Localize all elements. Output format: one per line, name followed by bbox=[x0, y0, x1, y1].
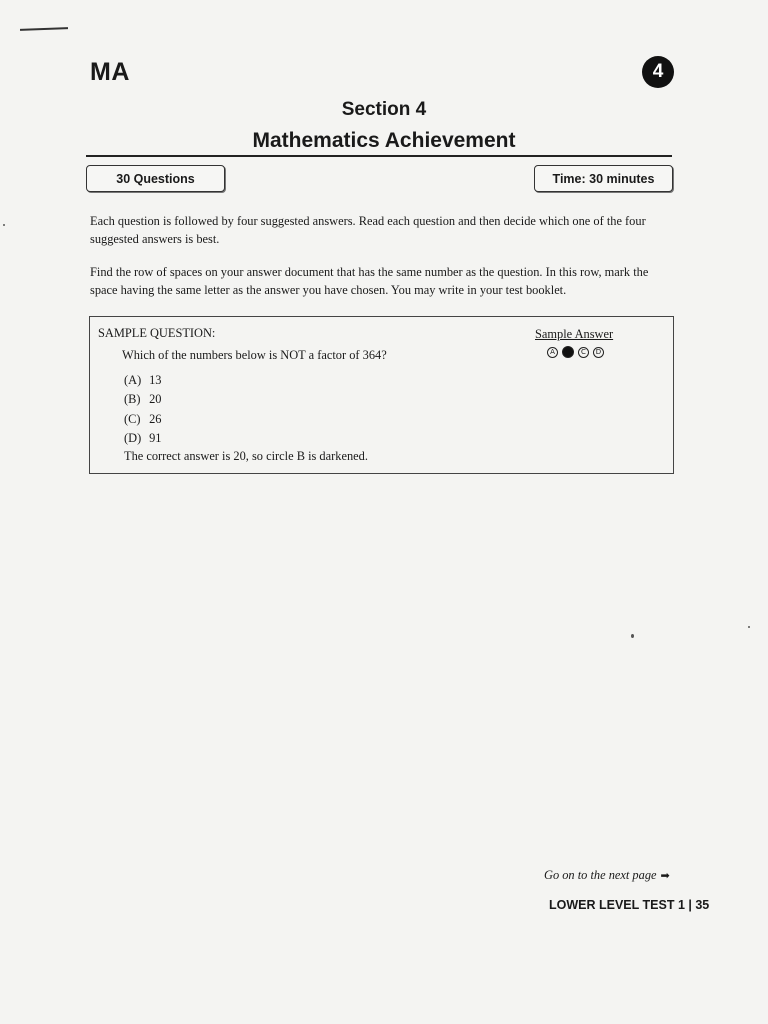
sample-explanation: The correct answer is 20, so circle B is darkened. bbox=[124, 449, 368, 463]
page-footer: LOWER LEVEL TEST 1 | 35 bbox=[549, 898, 710, 912]
sample-answer-label: Sample Answer bbox=[535, 327, 614, 341]
title-divider bbox=[86, 155, 672, 157]
answer-choice-c bbox=[124, 412, 162, 427]
choice-letter: (B) bbox=[124, 392, 141, 406]
choice-letter: (D) bbox=[124, 431, 142, 445]
right-arrow-icon: ➡ bbox=[660, 869, 670, 882]
choice-value: 91 bbox=[149, 431, 162, 445]
section-code: MA bbox=[90, 58, 130, 86]
choice-letter: (A) bbox=[124, 373, 142, 387]
time-limit-box: Time: 30 minutes bbox=[534, 165, 673, 192]
scan-speck bbox=[631, 634, 634, 638]
sample-answer-bubbles bbox=[547, 346, 604, 358]
choice-value: 20 bbox=[149, 392, 162, 406]
instructions-paragraph-2: Find the row of spaces on your answer document that has the same number as the question. In this row, mark the space having the same letter as the answer you have chosen. You may write in your test booklet. bbox=[90, 265, 649, 297]
answer-choice-b bbox=[124, 392, 162, 407]
instructions-paragraph-1: Each question is followed by four suggested answers. Read each question and then decide which one of the four suggested answers is best. bbox=[90, 214, 646, 246]
answer-bubble-d: D bbox=[593, 347, 604, 358]
scan-mark bbox=[20, 27, 68, 31]
section-badge: 4 bbox=[642, 56, 674, 88]
answer-choice-d bbox=[124, 431, 162, 446]
answer-bubble-c: C bbox=[578, 347, 589, 358]
questions-count-box: 30 Questions bbox=[86, 165, 225, 192]
sample-question-label: SAMPLE QUESTION: bbox=[98, 326, 216, 340]
section-number: Section 4 bbox=[341, 99, 427, 120]
choice-value: 13 bbox=[149, 373, 162, 387]
next-page-notice bbox=[544, 868, 670, 883]
answer-choice-a bbox=[124, 373, 162, 388]
sample-question-text: Which of the numbers below is NOT a factor of 364? bbox=[122, 348, 387, 362]
page-title: Mathematics Achievement bbox=[252, 129, 516, 152]
scan-speck bbox=[748, 626, 750, 628]
answer-bubble-b: B bbox=[562, 346, 574, 358]
next-page-text: Go on to the next page bbox=[544, 868, 657, 882]
choice-value: 26 bbox=[149, 412, 162, 426]
sample-question-box bbox=[89, 316, 674, 474]
answer-bubble-a: A bbox=[547, 347, 558, 358]
scan-speck bbox=[3, 224, 5, 226]
choice-letter: (C) bbox=[124, 412, 141, 426]
